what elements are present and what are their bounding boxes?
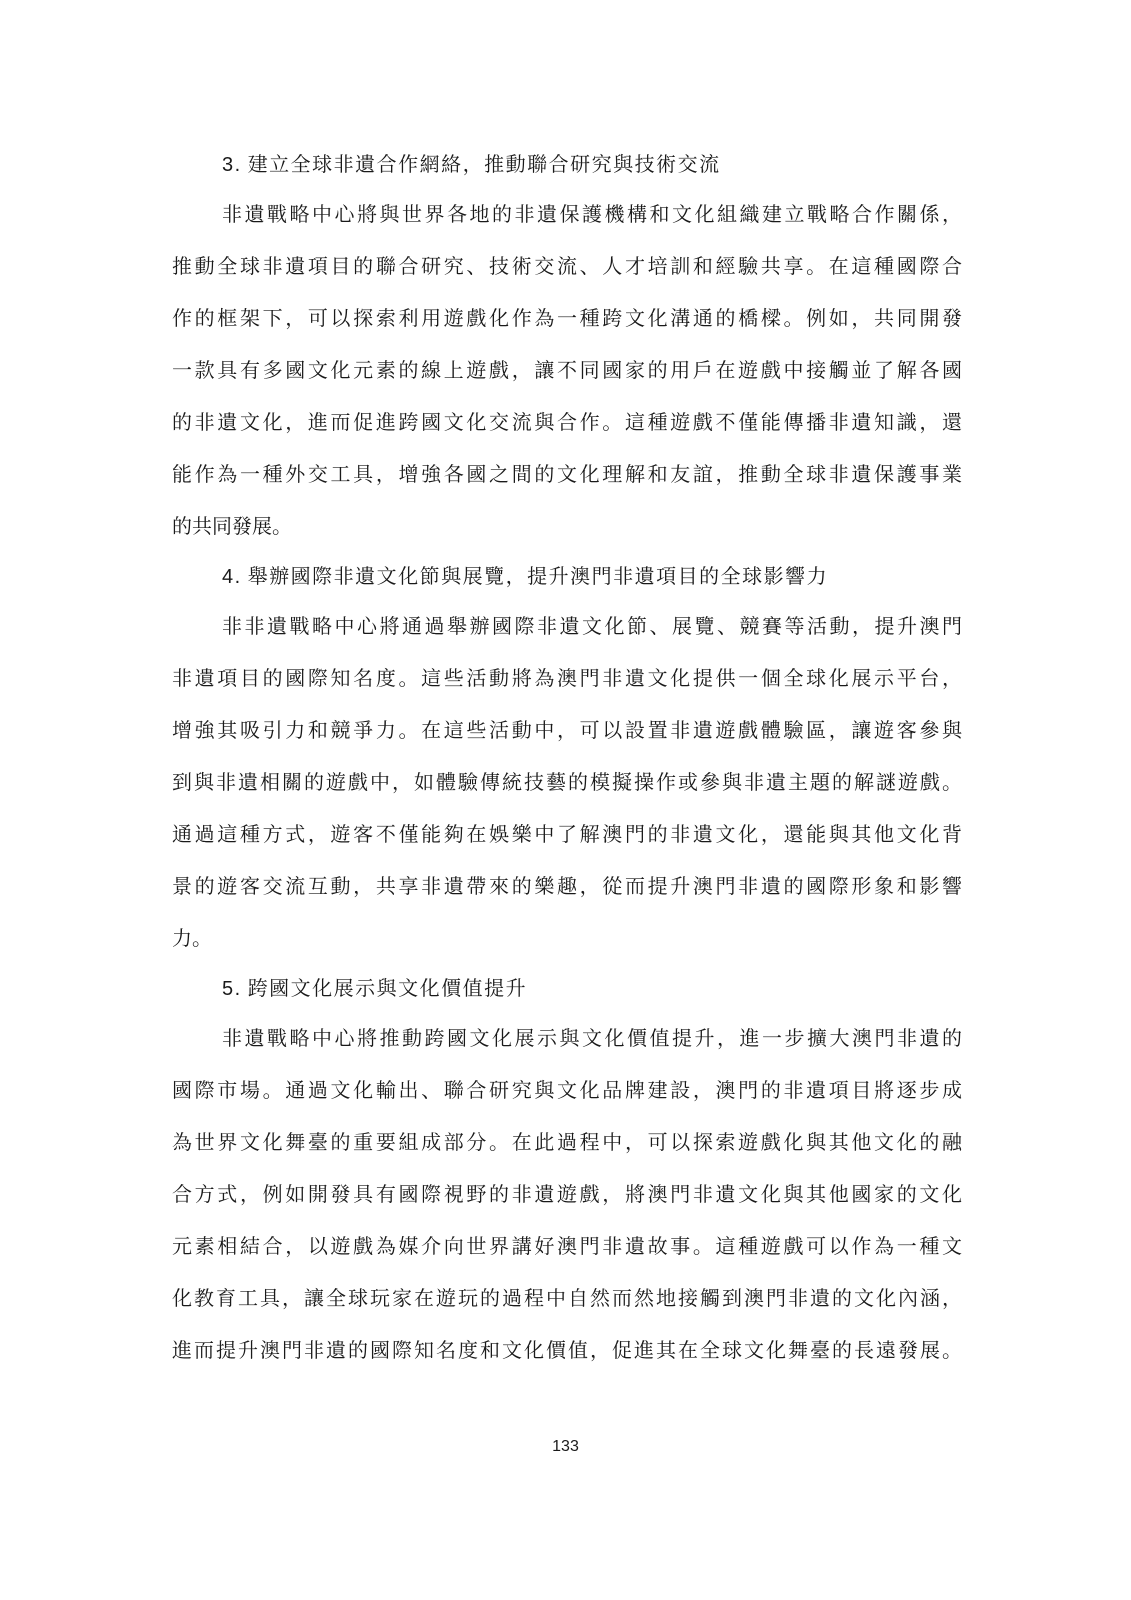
paragraph-line: 元素相結合，以遊戲為媒介向世界講好澳門非遺故事。這種遊戲可以作為一種文: [172, 1234, 962, 1258]
paragraph-line: 一款具有多國文化元素的線上遊戲，讓不同國家的用戶在遊戲中接觸並了解各國: [172, 358, 962, 382]
paragraph-line: 非遺項目的國際知名度。這些活動將為澳門非遺文化提供一個全球化展示平台，: [172, 666, 962, 690]
section-number: 3.: [222, 154, 242, 176]
section-heading: [222, 560, 828, 589]
paragraph-line: 進而提升澳門非遺的國際知名度和文化價值，促進其在全球文化舞臺的長遠發展。: [172, 1338, 962, 1362]
paragraph-line: 增強其吸引力和競爭力。在這些活動中，可以設置非遺遊戲體驗區，讓遊客參與: [172, 718, 962, 742]
paragraph-line: 非遺戰略中心將推動跨國文化展示與文化價值提升，進一步擴大澳門非遺的: [222, 1026, 962, 1050]
section-number: 4.: [222, 566, 242, 588]
paragraph-line: 合方式，例如開發具有國際視野的非遺遊戲，將澳門非遺文化與其他國家的文化: [172, 1182, 962, 1206]
section-title: 建立全球非遺合作網絡，推動聯合研究與技術交流: [247, 152, 721, 176]
section-title: 舉辦國際非遺文化節與展覽，提升澳門非遺項目的全球影響力: [247, 564, 829, 588]
paragraph-line: 通過這種方式，遊客不僅能夠在娛樂中了解澳門的非遺文化，還能與其他文化背: [172, 822, 962, 846]
paragraph-line: 景的遊客交流互動，共享非遺帶來的樂趣，從而提升澳門非遺的國際形象和影響: [172, 874, 962, 898]
paragraph-line: 推動全球非遺項目的聯合研究、技術交流、人才培訓和經驗共享。在這種國際合: [172, 254, 962, 278]
section-heading: [222, 148, 721, 177]
paragraph-line: 化教育工具，讓全球玩家在遊玩的過程中自然而然地接觸到澳門非遺的文化內涵，: [172, 1286, 962, 1310]
page-number: 133: [552, 1438, 579, 1455]
section-title: 跨國文化展示與文化價值提升: [247, 976, 528, 1000]
section-heading: [222, 972, 527, 1001]
paragraph-line: 非非遺戰略中心將通過舉辦國際非遺文化節、展覽、競賽等活動，提升澳門: [222, 614, 962, 638]
paragraph-line: 為世界文化舞臺的重要組成部分。在此過程中，可以探索遊戲化與其他文化的融: [172, 1130, 962, 1154]
paragraph-line: 國際市場。通過文化輸出、聯合研究與文化品牌建設，澳門的非遺項目將逐步成: [172, 1078, 962, 1102]
paragraph-line: 能作為一種外交工具，增強各國之間的文化理解和友誼，推動全球非遺保護事業: [172, 462, 962, 486]
paragraph-line: 非遺戰略中心將與世界各地的非遺保護機構和文化組織建立戰略合作關係，: [222, 202, 962, 226]
paragraph-line: 的非遺文化，進而促進跨國文化交流與合作。這種遊戲不僅能傳播非遺知識，還: [172, 410, 962, 434]
paragraph-line: 作的框架下，可以探索利用遊戲化作為一種跨文化溝通的橋樑。例如，共同開發: [172, 306, 962, 330]
paragraph-line: 力。: [172, 926, 212, 950]
paragraph-line: 的共同發展。: [172, 514, 292, 538]
paragraph-line: 到與非遺相關的遊戲中，如體驗傳統技藝的模擬操作或參與非遺主題的解謎遊戲。: [172, 770, 962, 794]
section-number: 5.: [222, 978, 242, 1000]
